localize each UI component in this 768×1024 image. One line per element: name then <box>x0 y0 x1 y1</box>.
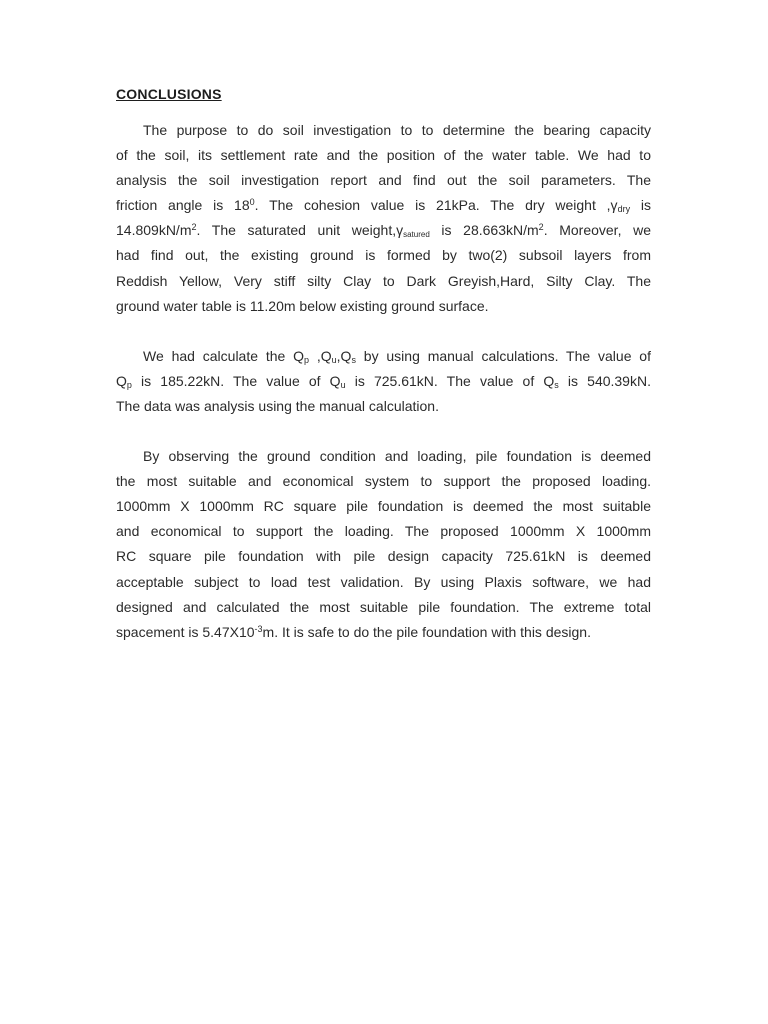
document-page <box>116 86 651 670</box>
paragraph-line: The data was analysis using the manual calculation. <box>116 397 439 414</box>
paragraph-line: and economical to support the loading. The proposed 1000mm X 1000mm <box>116 523 651 540</box>
paragraph-line: $Q_p$ is 185.22kN. The value of $Q_u$ is 725.61kN. The value of $Q_s$ is 540.39kN. <box>116 372 651 390</box>
paragraph-line: spacement is $5.47X10^{-3}m$. It is safe to do the pile foundation with this design. <box>116 623 591 640</box>
paragraph-line: $14.809kN/m^2$. The saturated unit $weight,\gamma_{satured}$ is $28.663kN/m^2$. Moreover, we <box>116 222 651 240</box>
paragraph-line: acceptable subject to load test validation. By using Plaxis software, we had <box>116 573 651 590</box>
paragraph-line: the most suitable and economical system to support the proposed loading. <box>116 473 651 490</box>
paragraph-line: The purpose to do soil investigation to to determine the bearing capacity <box>143 122 651 138</box>
paragraph-pile-foundation <box>116 444 651 645</box>
paragraph-line: RC square pile foundation with pile design capacity 725.61kN is deemed <box>116 548 651 565</box>
paragraph-line: friction angle is $18^0$. The cohesion value is 21kPa. The dry weight $,\gamma_{dry}$ is <box>116 197 651 215</box>
paragraph-line: By observing the ground condition and loading, pile foundation is deemed <box>143 448 651 465</box>
paragraph-line: ground water table is 11.20m below existing ground surface. <box>116 297 489 314</box>
paragraph-line: Reddish Yellow, Very stiff silty Clay to Dark Greyish,Hard, Silty Clay. The <box>116 272 651 289</box>
paragraph-calculations <box>116 344 651 419</box>
page-title: CONCLUSIONS <box>116 86 222 102</box>
paragraph-purpose <box>116 118 651 319</box>
paragraph-line: had find out, the existing ground is formed by two(2) subsoil layers from <box>116 247 651 264</box>
paragraph-line: 1000mm X 1000mm RC square pile foundation is deemed the most suitable <box>116 498 651 515</box>
paragraph-line: designed and calculated the most suitable pile foundation. The extreme total <box>116 598 651 615</box>
paragraph-line: of the soil, its settlement rate and the position of the water table. We had to <box>116 147 651 164</box>
paragraph-line: We had calculate the $Q_p$ $,Q_u,Q_s$ by using manual calculations. The value of <box>143 347 651 365</box>
paragraph-line: analysis the soil investigation report and find out the soil parameters. The <box>116 172 651 189</box>
